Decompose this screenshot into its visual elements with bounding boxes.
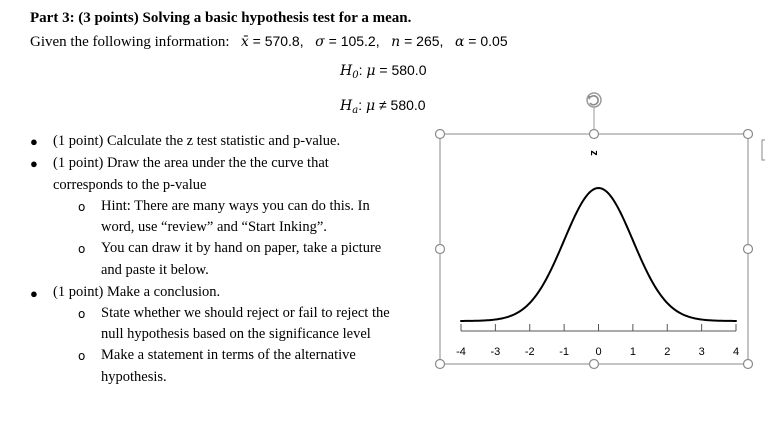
axis-tick-label: 0 bbox=[595, 346, 602, 358]
conclusion-sub-1-line2: null hypothesis based on the significance level bbox=[101, 326, 371, 342]
axis-tick-label: 4 bbox=[732, 346, 740, 358]
task-bullet-3: (1 point) Make a conclusion. bbox=[53, 284, 221, 300]
axis-tick-label: 2 bbox=[664, 346, 671, 358]
axis-tick-label: -2 bbox=[524, 346, 535, 358]
hint-2-line2: and paste it below. bbox=[101, 262, 209, 278]
task-bullet-1: (1 point) Calculate the z test statistic and p-value. bbox=[53, 133, 341, 149]
bullet-icon: ● bbox=[30, 286, 38, 301]
rotate-handle-icon[interactable] bbox=[587, 93, 601, 107]
bullet-icon: ● bbox=[30, 156, 38, 171]
z-axis-label: z bbox=[588, 150, 601, 156]
part-title: Part 3: (3 points) Solving a basic hypothesis test for a mean. bbox=[30, 10, 412, 26]
alpha-value: 0.05 bbox=[480, 33, 508, 49]
resize-handle-left[interactable] bbox=[436, 245, 445, 254]
axis-tick-label: 3 bbox=[698, 346, 705, 358]
resize-handle-bottom-left[interactable] bbox=[436, 360, 445, 369]
task-bullet-2-line1: (1 point) Draw the area under the the curve that bbox=[53, 155, 329, 171]
hollow-bullet-icon: o bbox=[78, 349, 86, 363]
hint-2-line1: You can draw it by hand on paper, take a picture bbox=[101, 240, 382, 256]
axis-tick-labels bbox=[456, 346, 739, 358]
hint-1-line2: word, use “review” and “Start Inking”. bbox=[101, 219, 327, 235]
h0-value: 580.0 bbox=[391, 62, 427, 78]
ha-value: 580.0 bbox=[390, 97, 426, 113]
hollow-bullet-icon: o bbox=[78, 200, 86, 214]
conclusion-sub-2-line2: hypothesis. bbox=[101, 369, 167, 385]
n-value: 265 bbox=[416, 33, 440, 49]
resize-handle-right[interactable] bbox=[744, 245, 753, 254]
xbar-value: 570.8 bbox=[264, 33, 300, 49]
axis-tick-label: -1 bbox=[559, 346, 570, 358]
hint-1-line1: Hint: There are many ways you can do this. In bbox=[101, 198, 370, 214]
axis-ticks bbox=[461, 324, 736, 331]
sigma-symbol: σ bbox=[315, 34, 325, 50]
resize-handle-top[interactable] bbox=[590, 130, 599, 139]
bullet-icon: ● bbox=[30, 134, 38, 149]
given-information: Given the following information: x̄ = 570.8, σ = 105.2, n = 265, α = 0.05 bbox=[30, 33, 508, 50]
xbar-symbol: x̄ bbox=[240, 34, 249, 50]
alternative-hypothesis: $H_a$: μ ≠ 580.0 bbox=[340, 97, 426, 116]
given-label: Given the following information: bbox=[30, 34, 230, 50]
conclusion-sub-2-line1: Make a statement in terms of the alternative bbox=[101, 347, 356, 363]
sigma-value: 105.2 bbox=[340, 33, 376, 49]
conclusion-sub-1-line1: State whether we should reject or fail to reject the bbox=[101, 305, 390, 321]
normal-curve bbox=[461, 188, 736, 321]
axis-tick-label: 1 bbox=[629, 346, 636, 358]
alpha-symbol: α bbox=[454, 34, 465, 50]
resize-handle-bottom[interactable] bbox=[590, 360, 599, 369]
axis-tick-label: -3 bbox=[490, 346, 501, 358]
resize-handle-bottom-right[interactable] bbox=[744, 360, 753, 369]
n-symbol: n bbox=[391, 34, 401, 50]
hollow-bullet-icon: o bbox=[78, 242, 86, 256]
resize-handle-top-right[interactable] bbox=[744, 130, 753, 139]
hollow-bullet-icon: o bbox=[78, 307, 86, 321]
resize-handle-top-left[interactable] bbox=[436, 130, 445, 139]
axis-tick-label: -4 bbox=[456, 346, 466, 358]
null-hypothesis: $H_0$: μ = 580.0 bbox=[340, 62, 427, 81]
task-bullet-2-line2: corresponds to the p-value bbox=[53, 177, 207, 193]
